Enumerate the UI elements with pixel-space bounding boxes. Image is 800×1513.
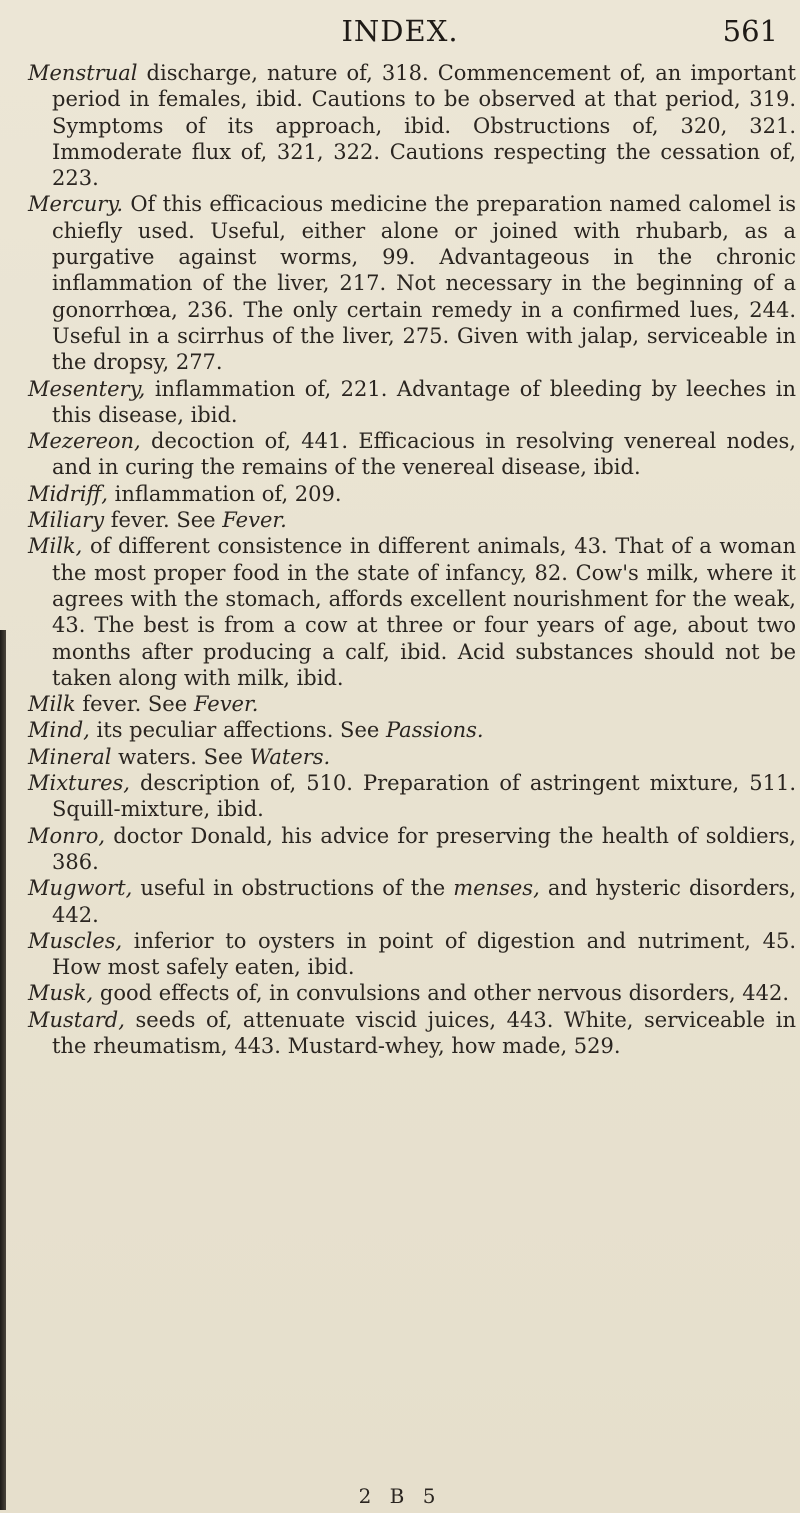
- entry-text: of different consistence in different animals, 43. That of a woman the most proper food in the state of infancy, 82. Cow's milk, where it agrees with the stomach, affords excellent nourishment for the weak, 43. The best is from a cow at three or four years of age, about two months after producing a calf, ibid. Acid substances should not be taken along with milk, ibid.: [52, 534, 796, 690]
- index-entry: [28, 481, 796, 507]
- index-entry: [28, 507, 796, 533]
- entry-headword: Mezereon,: [28, 429, 141, 454]
- entry-text: good effects of, in convulsions and other nervous disorders, 442.: [93, 981, 790, 1006]
- entry-text: doctor Donald, his advice for preserving the health of soldiers, 386.: [52, 823, 796, 874]
- entry-headword: Mustard,: [28, 1007, 125, 1032]
- entry-headword: Menstrual: [28, 61, 138, 85]
- entry-headword: Mixtures,: [28, 771, 130, 796]
- index-entry: [28, 928, 796, 981]
- index-entry: [28, 191, 796, 375]
- entry-text: Of this efficacious medicine the preparation named calomel is chiefly used. Useful, either alone or joined with rhubarb, as a purgative against worms, 99. Advantageous in the chronic inflammation of the liver, 217. Not necessary in the beginning of a gonorrhœa, 236. The only certain remedy in a confirmed lues, 244. Useful in a scirrhus of the liver, 275. Given with jalap, serviceable in the dropsy, 277.: [52, 192, 796, 375]
- entry-text: waters. See: [111, 744, 250, 769]
- index-entry: [28, 875, 796, 928]
- index-entries: [28, 60, 796, 1059]
- entry-headword: Mugwort,: [28, 876, 133, 901]
- entry-cross-reference: menses,: [453, 876, 540, 901]
- entry-text: discharge, nature of, 318. Commencement of, an important period in females, ibid. Cautions to be observed at that period, 319. Symptoms of its approach, ibid. Obstructions of, 320, 321. Immoderate flux of, 321, 322. Cautions respecting the cessation of, 223.: [52, 61, 796, 191]
- index-entry: [28, 60, 796, 191]
- entry-text: description of, 510. Preparation of astringent mixture, 511. Squill-mixture, ibid.: [52, 771, 796, 822]
- index-entry: [28, 980, 796, 1006]
- entry-headword: Miliary: [28, 508, 105, 533]
- entry-headword: Mind,: [28, 718, 90, 743]
- index-entry: [28, 1007, 796, 1060]
- index-entry: [28, 376, 796, 429]
- entry-text: inflammation of, 221. Advantage of bleeding by leeches in this disease, ibid.: [52, 376, 796, 427]
- index-entry: [28, 428, 796, 481]
- entry-text: seeds of, attenuate viscid juices, 443. White, serviceable in the rheumatism, 443. Mustard-whey, how made, 529.: [52, 1007, 796, 1058]
- entry-cross-reference: Passions.: [385, 718, 484, 743]
- entry-headword: Monro,: [28, 823, 106, 848]
- entry-text: fever. See: [104, 508, 223, 533]
- index-entry: [28, 691, 796, 717]
- entry-headword: Mesentery,: [28, 376, 146, 401]
- index-entry: [28, 770, 796, 823]
- page-gutter-shadow: [0, 630, 6, 1510]
- entry-cross-reference: Fever.: [193, 692, 259, 717]
- index-entry: [28, 717, 796, 743]
- entry-headword: Midriff,: [28, 481, 108, 506]
- entry-text: its peculiar affections. See: [89, 718, 386, 743]
- entry-text: fever. See: [75, 692, 194, 717]
- signature-mark: 2 B 5: [358, 1484, 442, 1508]
- page-number: 561: [722, 14, 778, 48]
- page-header: [0, 6, 800, 54]
- entry-text: decoction of, 441. Efficacious in resolving venereal nodes, and in curing the remains of the venereal disease, ibid.: [52, 429, 796, 480]
- entry-headword: Mineral: [28, 744, 112, 769]
- entry-text: inferior to oysters in point of digestion and nutriment, 45. How most safely eaten, ibid.: [52, 928, 796, 980]
- index-entry: [28, 744, 796, 770]
- running-title: INDEX.: [341, 14, 459, 48]
- entry-headword: Musk,: [28, 981, 94, 1006]
- entry-text: inflammation of, 209.: [107, 481, 342, 506]
- index-entry: [28, 533, 796, 691]
- entry-headword: Milk,: [28, 534, 83, 559]
- entry-cross-reference: Waters.: [249, 744, 331, 769]
- entry-cross-reference: Fever.: [222, 508, 287, 533]
- entry-text: useful in obstructions of the: [132, 876, 454, 901]
- entry-headword: Muscles,: [28, 928, 123, 953]
- index-entry: [28, 823, 796, 876]
- entry-headword: Mercury.: [28, 192, 124, 217]
- entry-text-continued: and hysteric disorders, 442.: [52, 876, 796, 927]
- entry-headword: Milk: [28, 692, 76, 717]
